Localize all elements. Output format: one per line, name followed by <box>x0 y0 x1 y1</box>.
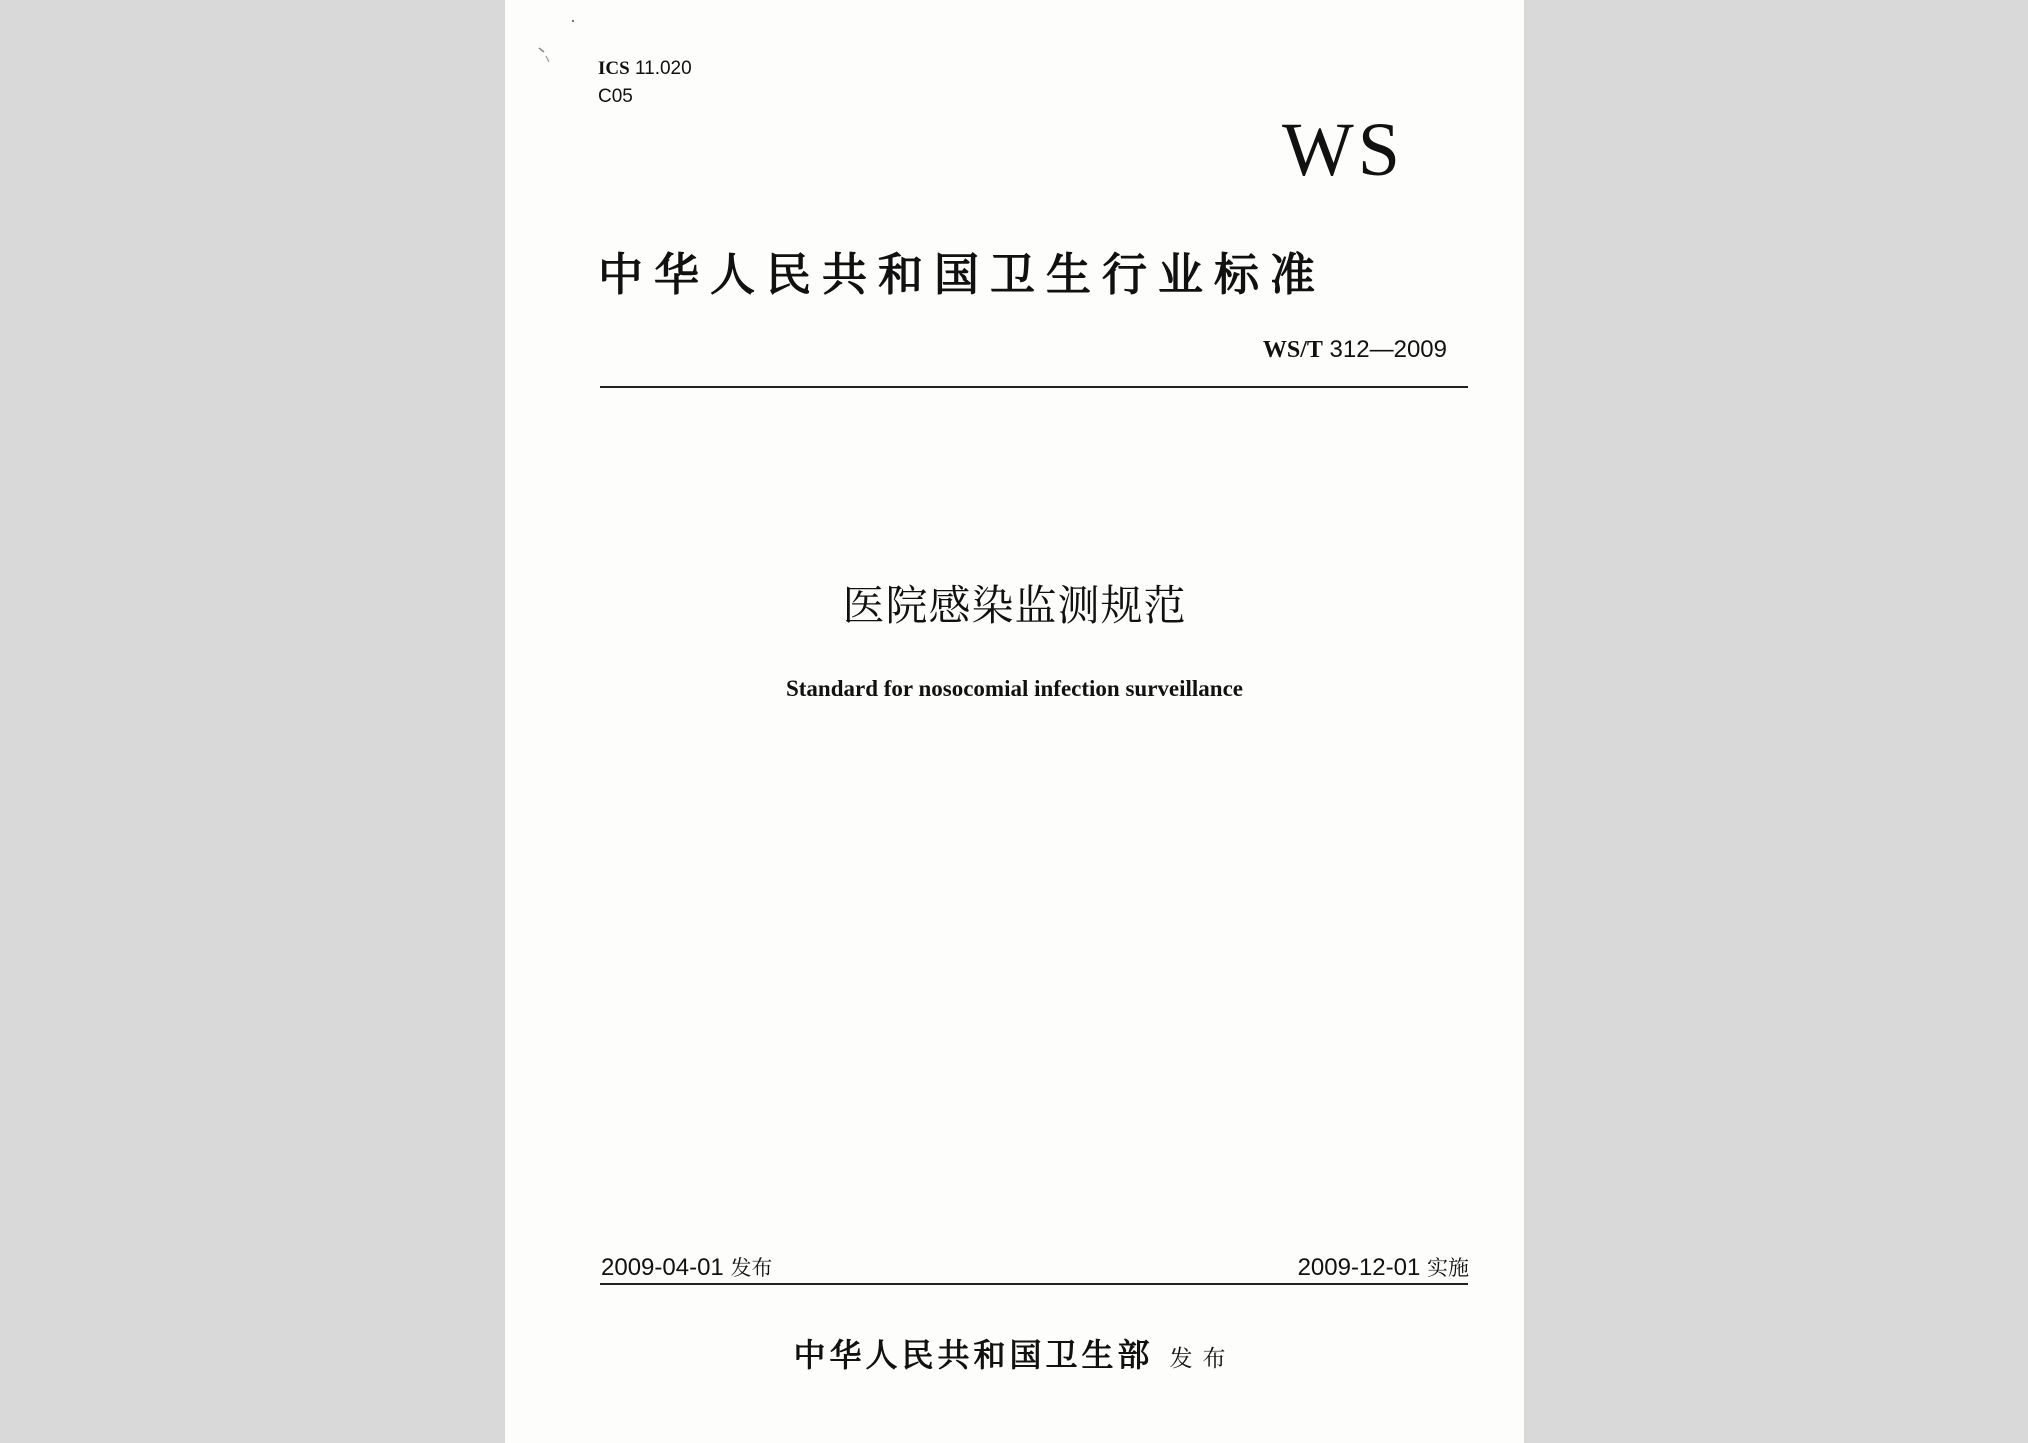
publish-label: 发布 <box>1169 1346 1236 1372</box>
publisher-name: 中华人民共和国卫生部 <box>793 1336 1154 1374</box>
document-page <box>505 0 1524 1443</box>
footer-divider <box>600 1283 1468 1285</box>
standard-number-value: 312—2009 <box>1322 336 1447 363</box>
issue-label: 发布 <box>730 1256 773 1280</box>
document-title-english: Standard for nosocomial infection surveillance <box>785 676 1243 701</box>
header-divider <box>600 386 1468 388</box>
issue-date: 2009-04-01 <box>601 1254 724 1281</box>
standard-number <box>1263 335 1447 365</box>
ccs-code: C05 <box>598 86 633 107</box>
implement-label: 实施 <box>1427 1256 1469 1280</box>
document-title-chinese: 医院感染监测规范 <box>842 581 1187 630</box>
standard-number-prefix: WS/T <box>1262 337 1323 363</box>
ws-logo: WS <box>1282 108 1404 192</box>
ics-value: 11.020 <box>629 58 692 79</box>
publisher-line <box>505 1330 1524 1376</box>
ics-code <box>598 56 692 82</box>
issue-date-line <box>601 1253 772 1283</box>
standard-category-title: 中华人民共和国卫生行业标准 <box>598 248 1327 301</box>
implement-date-line <box>1298 1253 1469 1283</box>
implement-date: 2009-12-01 <box>1297 1254 1421 1281</box>
scan-speck-marks <box>535 18 575 68</box>
ics-prefix: ICS <box>598 58 630 79</box>
